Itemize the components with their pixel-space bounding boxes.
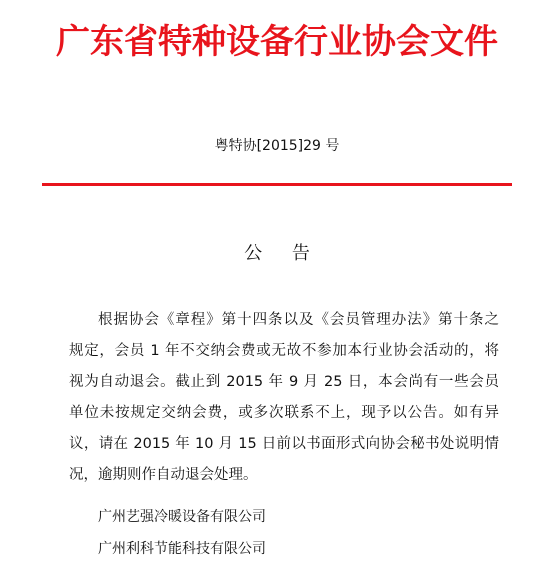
body-line-5: 议，请在 2015 年 10 月 15 日前以书面形式向协会秘书处说明情: [69, 436, 499, 452]
document-number: 粤特协[2015]29 号: [214, 138, 340, 154]
document-title: 广东省特种设备行业协会文件: [56, 22, 498, 62]
body-line-2: 规定，会员 1 年不交纳会费或无故不参加本行业协会活动的，将: [69, 343, 499, 359]
body-line-4: 单位未按规定交纳会费，或多次联系不上，现予以公告。如有异: [69, 405, 499, 421]
notice-heading: 公 告: [244, 243, 322, 264]
company-name-2: 广州利科节能科技有限公司: [98, 541, 266, 557]
body-line-3: 视为自动退会。截止到 2015 年 9 月 25 日，本会尚有一些会员: [69, 374, 499, 390]
company-name-1: 广州艺强冷暖设备有限公司: [98, 509, 266, 525]
red-divider-line: [42, 183, 512, 186]
body-line-6: 况，逾期则作自动退会处理。: [69, 467, 258, 483]
body-line-1: 根据协会《章程》第十四条以及《会员管理办法》第十条之: [98, 312, 499, 328]
